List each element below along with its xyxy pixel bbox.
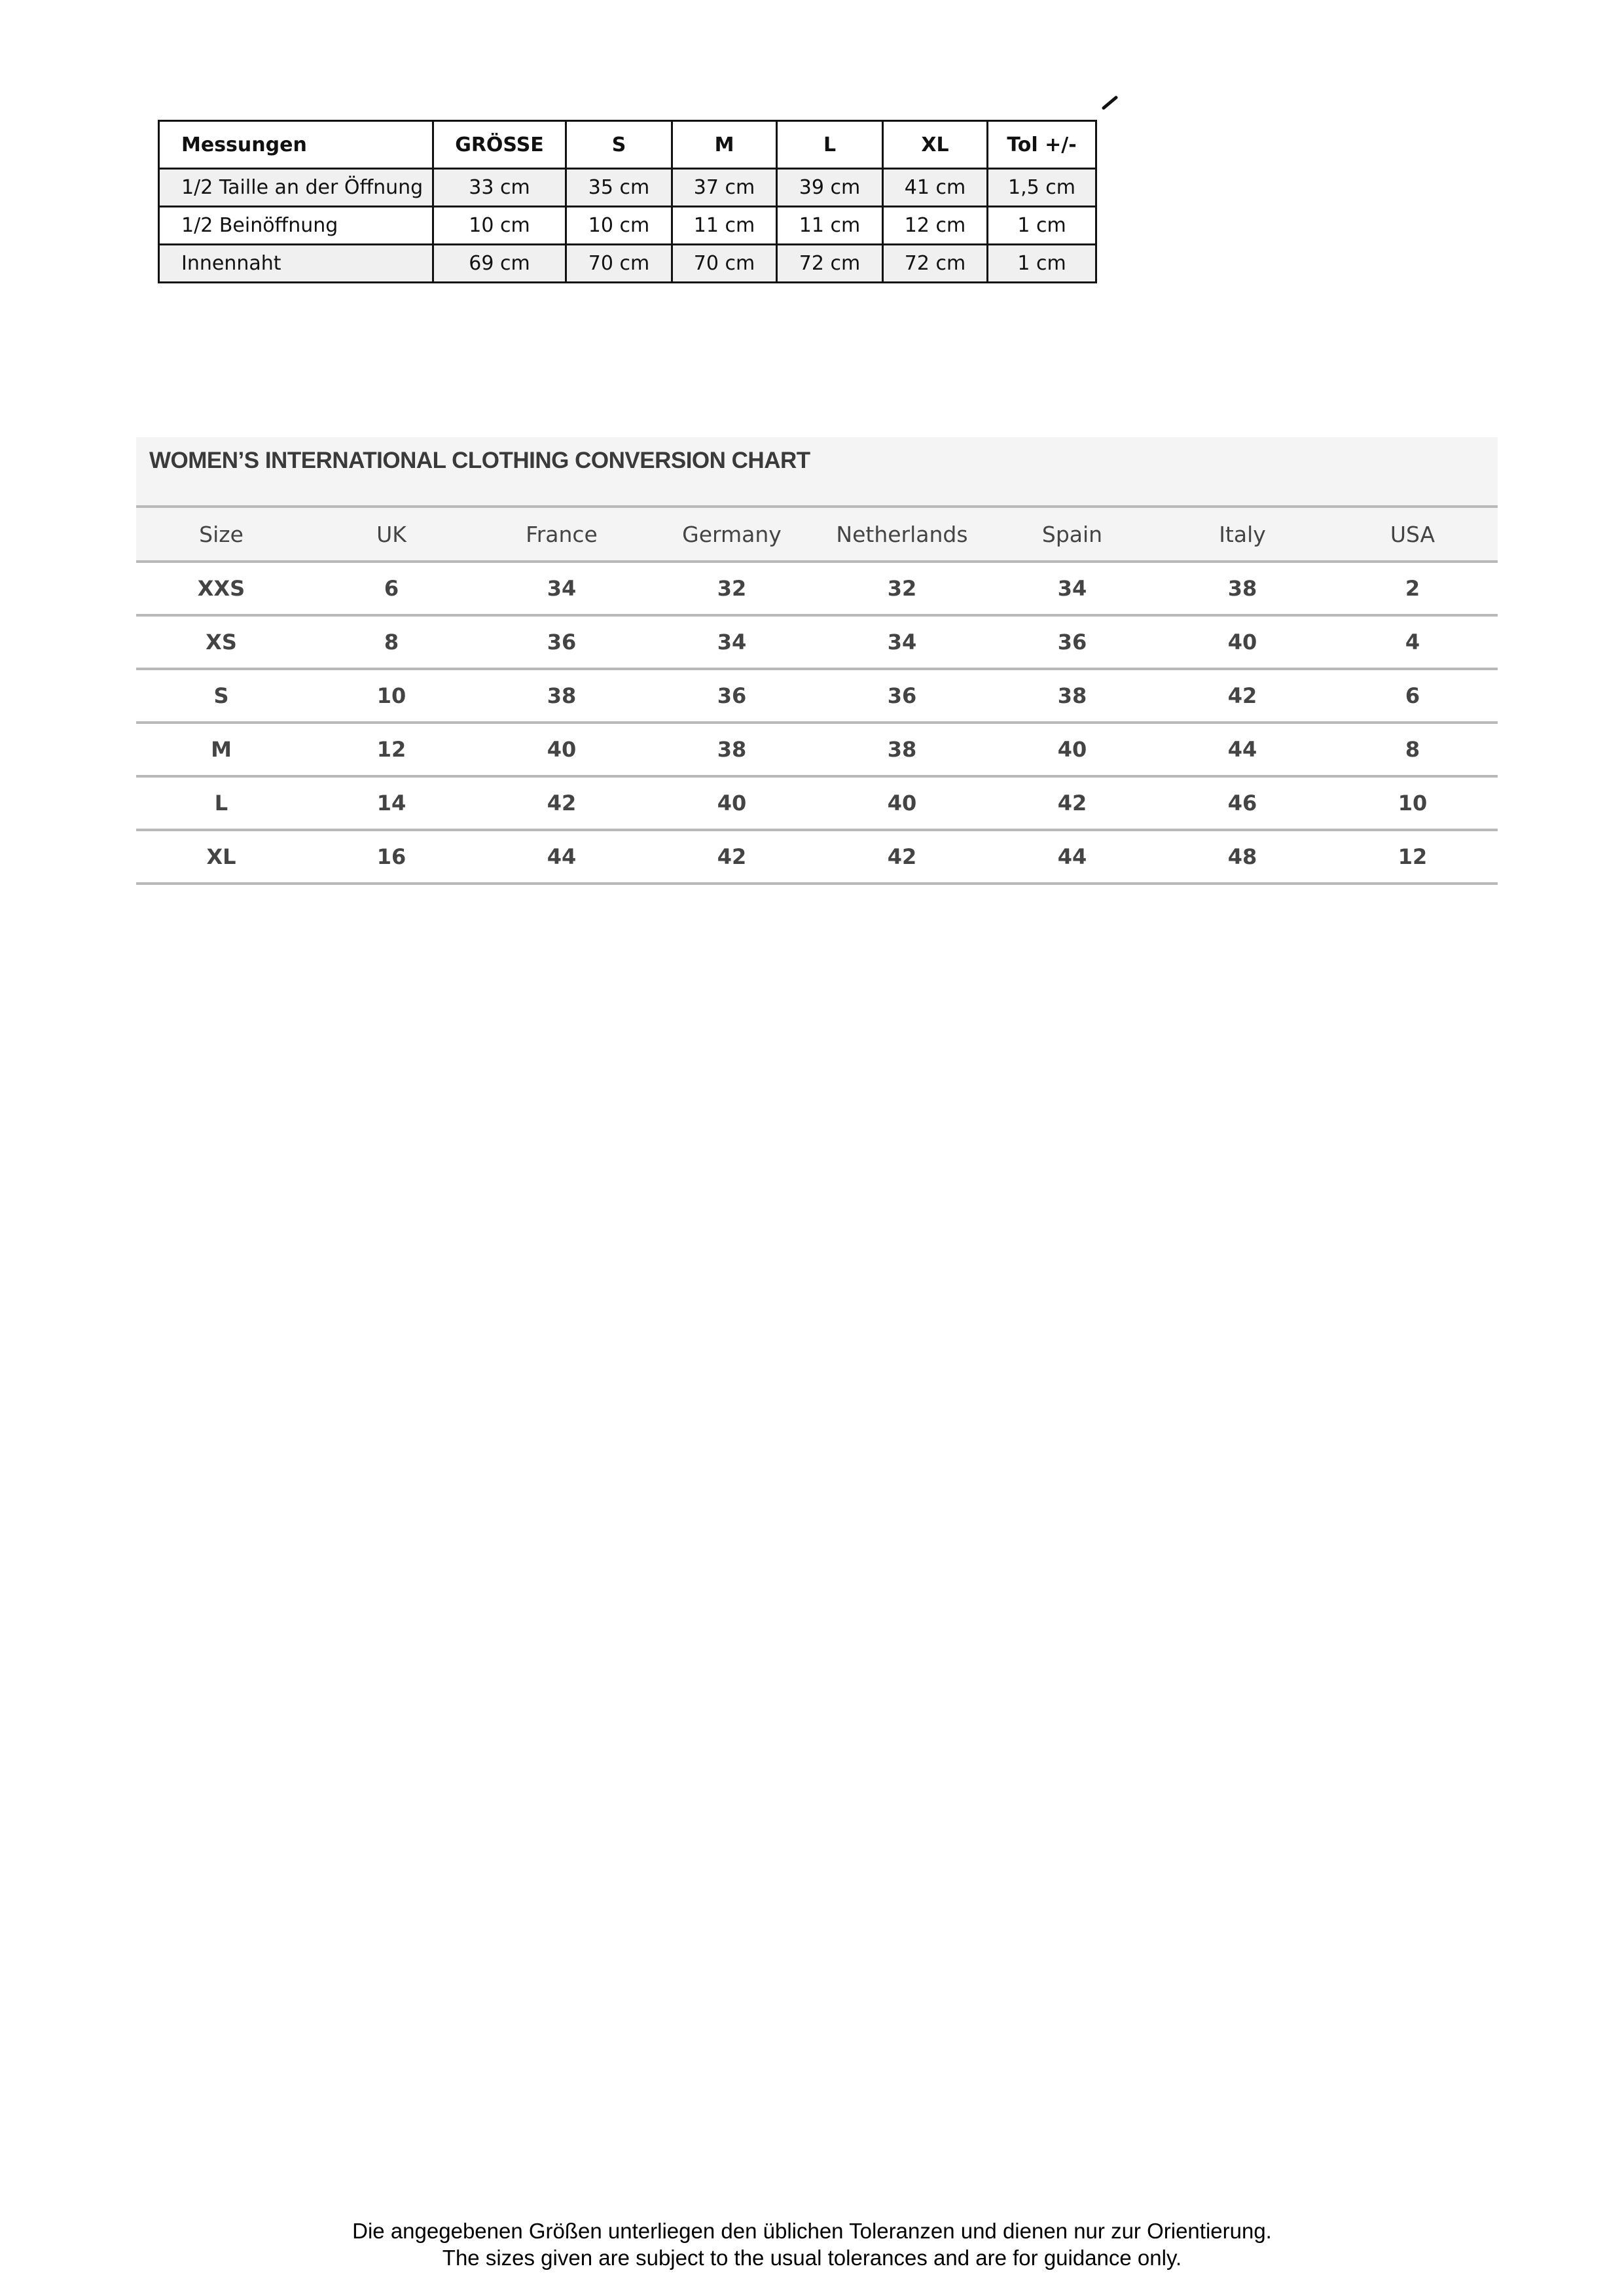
conversion-cell: 14: [306, 776, 477, 830]
conversion-cell: 44: [477, 830, 647, 884]
conversion-cell: L: [136, 776, 306, 830]
size-table-cell: 70 cm: [672, 245, 777, 283]
conversion-cell: 10: [306, 669, 477, 723]
conversion-cell: XL: [136, 830, 306, 884]
conversion-table-header-row: [136, 507, 1498, 562]
conversion-header-france: France: [477, 507, 647, 562]
size-table-header-l: L: [777, 121, 883, 169]
conversion-cell: 36: [817, 669, 987, 723]
conversion-header-netherlands: Netherlands: [817, 507, 987, 562]
footer-disclaimer: [0, 2217, 1624, 2271]
conversion-row-xxs: [136, 562, 1498, 615]
size-table-header-xl: XL: [883, 121, 988, 169]
conversion-cell: 40: [817, 776, 987, 830]
conversion-chart-title-bar: [136, 437, 1498, 505]
size-table-cell: 70 cm: [566, 245, 672, 283]
conversion-cell: 6: [1327, 669, 1498, 723]
conversion-cell: 34: [817, 615, 987, 669]
size-table-cell: 37 cm: [672, 169, 777, 207]
conversion-cell: 38: [647, 723, 817, 776]
conversion-cell: 8: [306, 615, 477, 669]
conversion-cell: 46: [1157, 776, 1327, 830]
size-table-cell: 41 cm: [883, 169, 988, 207]
conversion-cell: 44: [987, 830, 1157, 884]
size-table-cell: 1 cm: [988, 207, 1096, 245]
size-table-cell-label: 1/2 Taille an der Öffnung: [159, 169, 433, 207]
conversion-cell: 38: [477, 669, 647, 723]
conversion-cell: 42: [647, 830, 817, 884]
size-table-cell-label: Innennaht: [159, 245, 433, 283]
conversion-cell: XS: [136, 615, 306, 669]
size-table-row-inseam: [159, 245, 1096, 283]
size-table-cell: 1,5 cm: [988, 169, 1096, 207]
conversion-cell: 34: [477, 562, 647, 615]
conversion-cell: 40: [647, 776, 817, 830]
conversion-row-m: [136, 723, 1498, 776]
conversion-row-l: [136, 776, 1498, 830]
conversion-cell: 36: [477, 615, 647, 669]
size-table-row-leg-opening: [159, 207, 1096, 245]
conversion-cell: XXS: [136, 562, 306, 615]
size-table-cell: 10 cm: [433, 207, 566, 245]
size-table-cell: 72 cm: [777, 245, 883, 283]
conversion-cell: 38: [987, 669, 1157, 723]
size-table-cell: 12 cm: [883, 207, 988, 245]
size-table-cell: 10 cm: [566, 207, 672, 245]
footer-line-german: Die angegebenen Größen unterliegen den üblichen Toleranzen und dienen nur zur Orientierung.: [352, 2219, 1272, 2243]
conversion-cell: 4: [1327, 615, 1498, 669]
size-table-row-waist: [159, 169, 1096, 207]
conversion-cell: 42: [817, 830, 987, 884]
conversion-cell: 8: [1327, 723, 1498, 776]
conversion-cell: 42: [1157, 669, 1327, 723]
conversion-cell: S: [136, 669, 306, 723]
conversion-header-size: Size: [136, 507, 306, 562]
size-table-cell: 39 cm: [777, 169, 883, 207]
size-table-cell: 69 cm: [433, 245, 566, 283]
conversion-cell: 12: [306, 723, 477, 776]
size-table-cell-label: 1/2 Beinöffnung: [159, 207, 433, 245]
conversion-cell: 40: [1157, 615, 1327, 669]
conversion-cell: 32: [647, 562, 817, 615]
conversion-cell: 34: [987, 562, 1157, 615]
footer-line-english: The sizes given are subject to the usual tolerances and are for guidance only.: [442, 2246, 1182, 2270]
size-table-cell: 35 cm: [566, 169, 672, 207]
conversion-cell: 38: [817, 723, 987, 776]
size-table-cell: 33 cm: [433, 169, 566, 207]
conversion-cell: 48: [1157, 830, 1327, 884]
size-table-header-measurements: Messungen: [159, 121, 433, 169]
conversion-cell: 32: [817, 562, 987, 615]
conversion-cell: 42: [477, 776, 647, 830]
conversion-cell: 12: [1327, 830, 1498, 884]
conversion-cell: 36: [987, 615, 1157, 669]
conversion-cell: 42: [987, 776, 1157, 830]
conversion-cell: 6: [306, 562, 477, 615]
conversion-chart: [136, 437, 1498, 885]
size-table-header-s: S: [566, 121, 672, 169]
conversion-table: [136, 505, 1498, 885]
conversion-chart-title: WOMEN’S INTERNATIONAL CLOTHING CONVERSION CHART: [149, 448, 810, 473]
conversion-cell: 36: [647, 669, 817, 723]
conversion-row-xs: [136, 615, 1498, 669]
size-table-cell: 11 cm: [777, 207, 883, 245]
conversion-cell: M: [136, 723, 306, 776]
conversion-cell: 40: [987, 723, 1157, 776]
size-measurement-table: [158, 120, 1097, 283]
size-table-cell: 11 cm: [672, 207, 777, 245]
conversion-row-xl: [136, 830, 1498, 884]
conversion-cell: 34: [647, 615, 817, 669]
conversion-header-usa: USA: [1327, 507, 1498, 562]
conversion-cell: 40: [477, 723, 647, 776]
conversion-header-germany: Germany: [647, 507, 817, 562]
size-table-header-row: [159, 121, 1096, 169]
conversion-cell: 38: [1157, 562, 1327, 615]
conversion-header-italy: Italy: [1157, 507, 1327, 562]
size-table-header-size: GRÖSSE: [433, 121, 566, 169]
conversion-cell: 16: [306, 830, 477, 884]
size-table-cell: 72 cm: [883, 245, 988, 283]
size-table-cell: 1 cm: [988, 245, 1096, 283]
conversion-row-s: [136, 669, 1498, 723]
conversion-cell: 44: [1157, 723, 1327, 776]
pen-mark-decoration: [1102, 94, 1119, 111]
conversion-header-spain: Spain: [987, 507, 1157, 562]
conversion-cell: 2: [1327, 562, 1498, 615]
size-table-header-tolerance: Tol +/-: [988, 121, 1096, 169]
conversion-cell: 10: [1327, 776, 1498, 830]
conversion-header-uk: UK: [306, 507, 477, 562]
size-table-header-m: M: [672, 121, 777, 169]
